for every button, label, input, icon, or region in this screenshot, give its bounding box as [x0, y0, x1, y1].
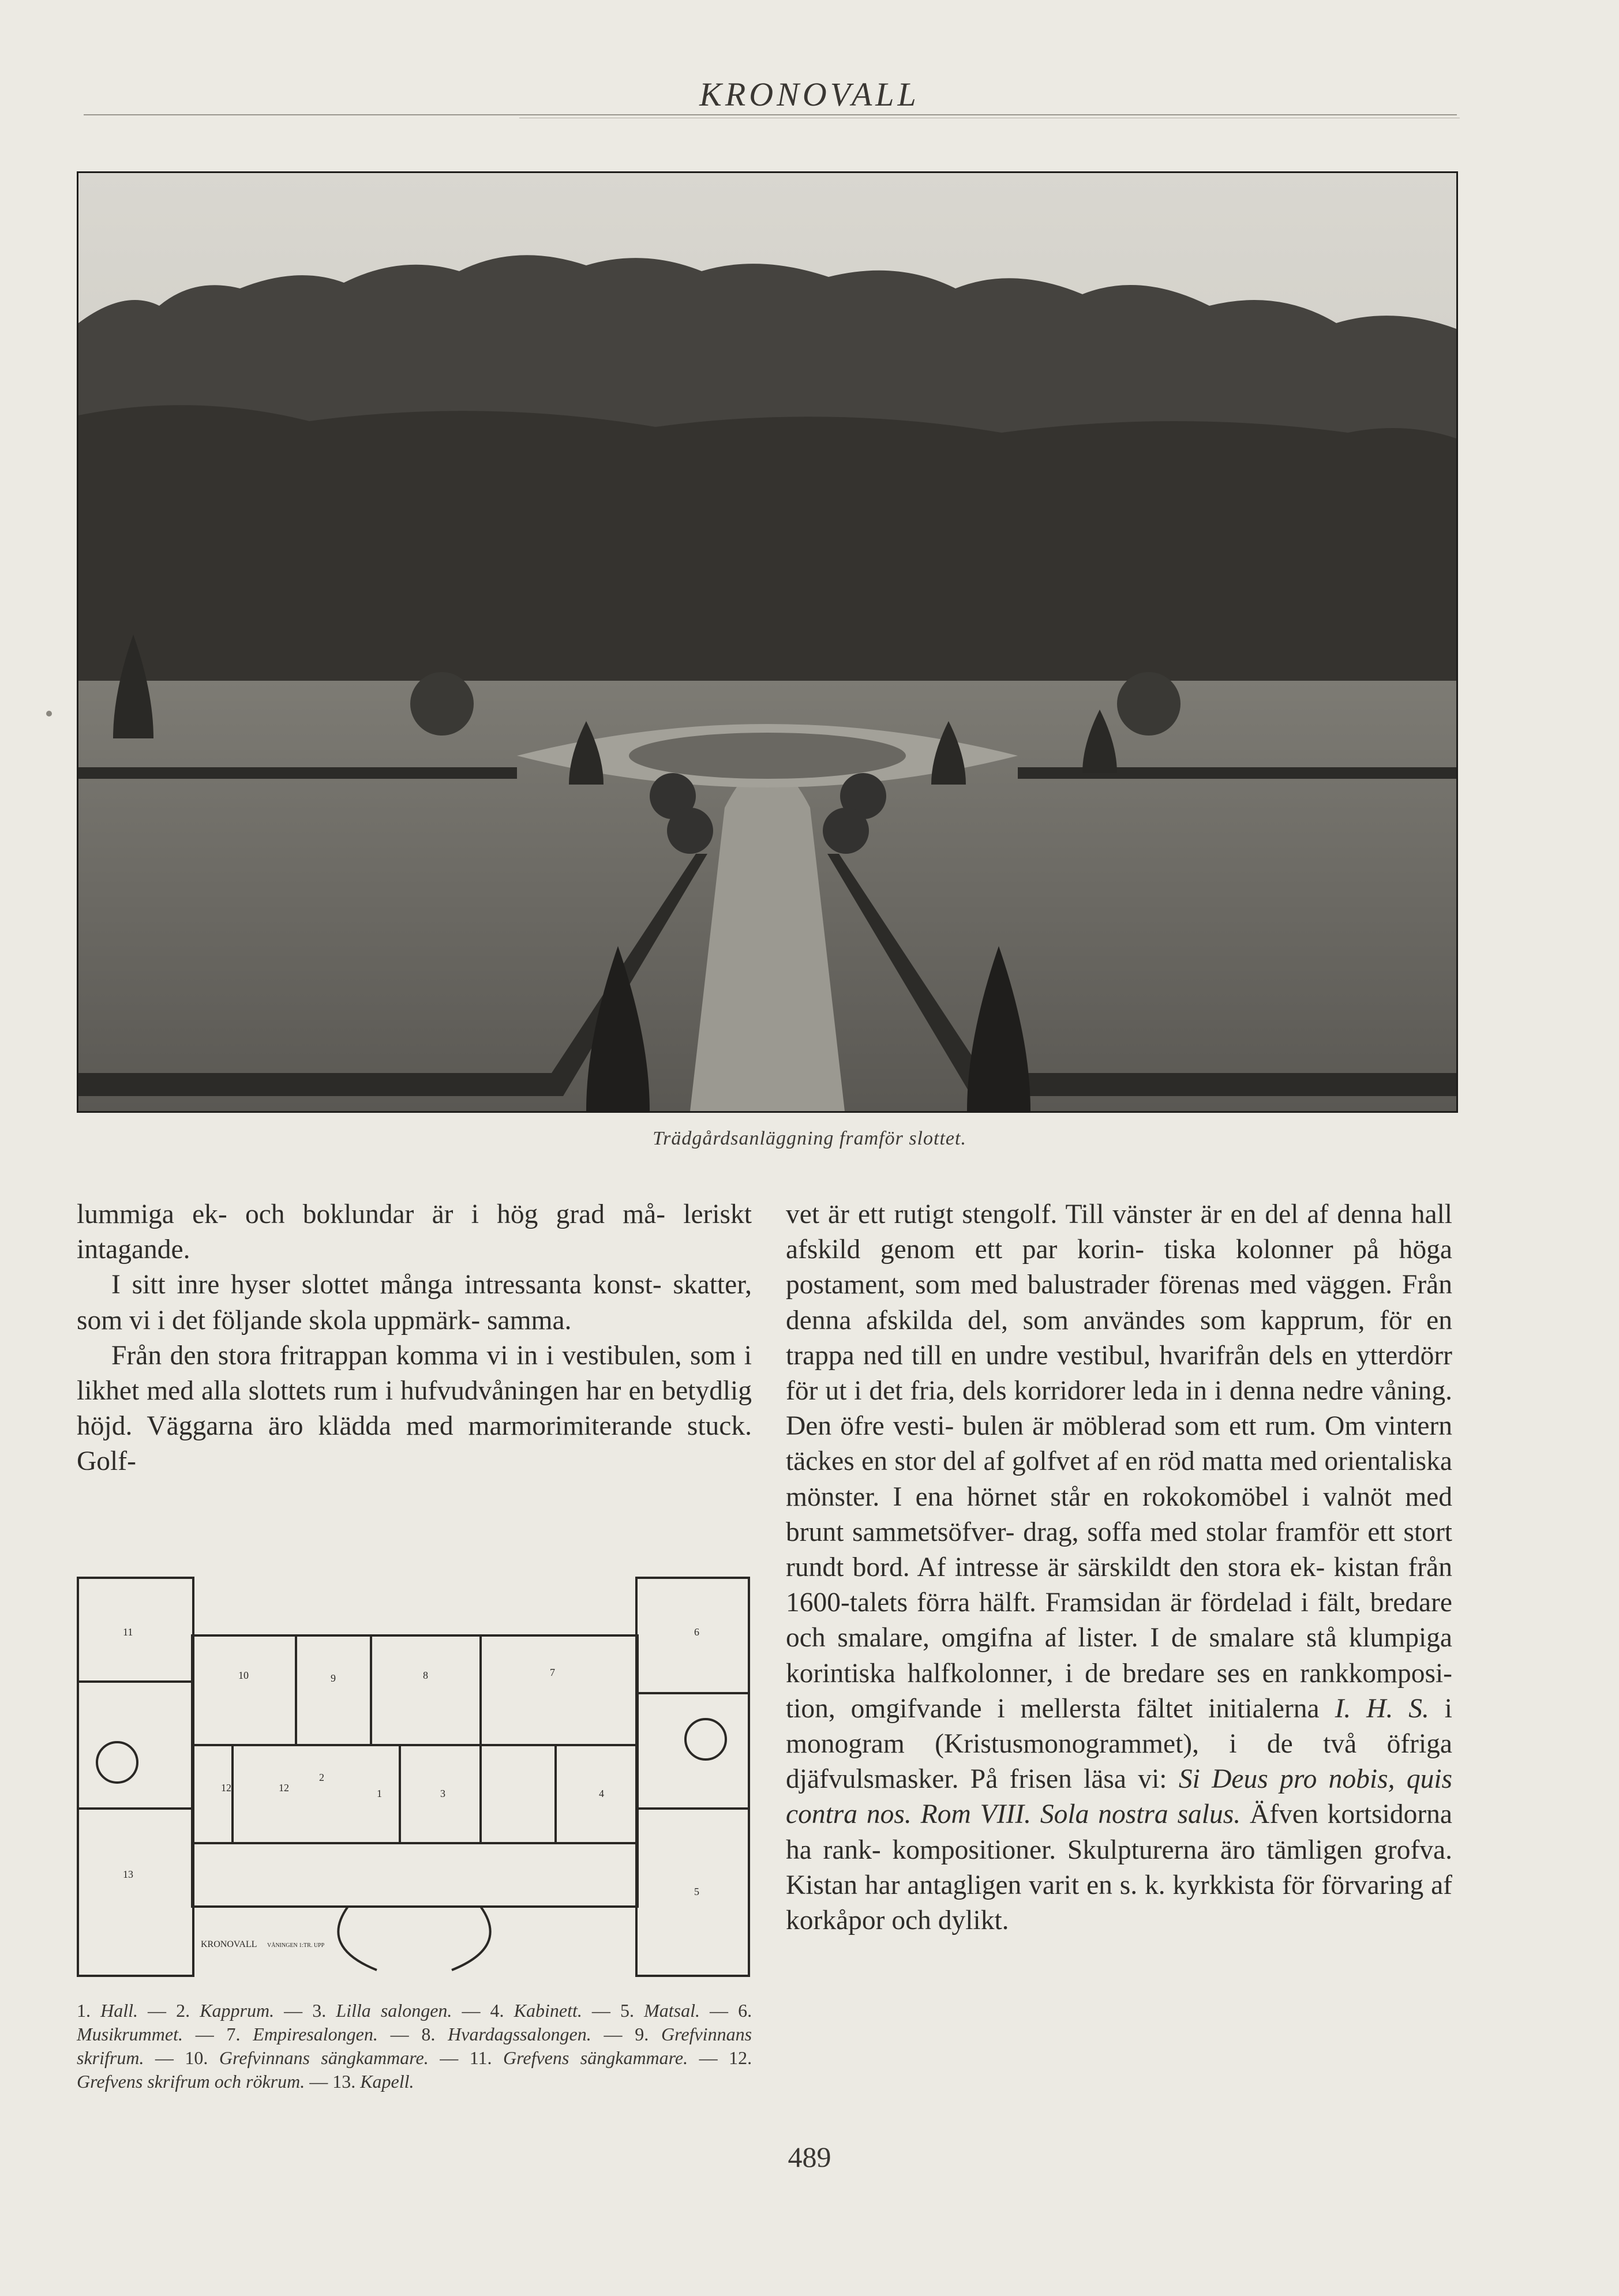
legend-num: 1. [77, 2000, 91, 2021]
legend-num: 9. [635, 2024, 649, 2044]
legend-room: Grefvinnans sängkammare. [219, 2047, 429, 2068]
running-header: KRONOVALL [699, 76, 920, 113]
legend-room: Hvardagssalongen. [448, 2024, 591, 2044]
svg-text:2: 2 [319, 1772, 324, 1783]
legend-room: Kapprum. [200, 2000, 275, 2021]
svg-text:8: 8 [423, 1670, 428, 1681]
legend-num: 12. [729, 2047, 752, 2068]
header-rule [84, 114, 1457, 115]
legend-num: 7. [226, 2024, 241, 2044]
photo-caption: Trädgårdsanläggning framför slottet. [653, 1128, 966, 1149]
legend-room: Grefvens sängkammare. [503, 2047, 688, 2068]
paragraph: Från den stora fritrappan komma vi in i vestibulen, som i likhet med alla slottets rum i hufvudvåningen har en betydlig höjd. Väggarna äro klädda med marmorimiterande stuck. Golf- [77, 1340, 752, 1477]
svg-text:4: 4 [599, 1788, 604, 1799]
svg-text:VÅNINGEN 1:TR. UPP: VÅNINGEN 1:TR. UPP [267, 1942, 325, 1949]
svg-text:6: 6 [694, 1626, 699, 1638]
legend-room: Musikrummet. [77, 2024, 183, 2044]
body-text: i monogram (Kristusmonogrammet), i de två öfriga djäfvulsmasker. På frisen läsa vi: [786, 1693, 1453, 1795]
legend-room: Grefvens skrifrum och rökrum. [77, 2071, 305, 2092]
legend-num: 4. [490, 2000, 504, 2021]
paragraph [786, 1197, 1452, 1938]
legend-room: Kabinett. [514, 2000, 582, 2021]
legend-num: 11. [469, 2047, 492, 2068]
right-text-column [786, 1197, 1452, 1938]
svg-text:7: 7 [550, 1667, 555, 1678]
legend-num: 2. [176, 2000, 190, 2021]
body-text: vet är ett rutigt stengolf. Till vänster är en del af denna hall afskild genom ett par korin- tiska kolonner på höga postament, som med balustrader förenas med väggen. Från denna afskilda del, som användes som kapprum, för en trappa ned till en undre vestibul, hvarifrån dels en ytterdörr för ut i det fria, dels korridorer leda in i denna nedre våning. Den öfre vesti- bulen är möblerad som ett rum. Om vintern täckes en stor del af golfvet af en röd matta med orientaliska mönster. I ena hörnet står en rokokomöbel i valnöt med brunt sammetsöfver- drag, soffa med stolar framför ett stort rundt bord. Af intresse är särskildt den stora ek- kistan från 1600-talets förra hälft. Framsidan är fördelad i fält, bredare och smalare, omgifna af lister. I de smalare stå klumpiga korintiska halfkolonner, i de bredare ses en rankkomposi- tion, omgifvande i mellersta fältet initialerna [786, 1199, 1452, 1724]
svg-text:KRONOVALL: KRONOVALL [201, 1939, 257, 1949]
initials: I. H. S. [1335, 1693, 1429, 1724]
svg-text:12: 12 [221, 1782, 231, 1794]
svg-text:1: 1 [377, 1788, 382, 1799]
legend-num: 13. [332, 2071, 356, 2092]
legend-num: 5. [620, 2000, 634, 2021]
legend-room: Empiresalongen. [253, 2024, 378, 2044]
svg-text:9: 9 [331, 1672, 336, 1684]
legend-room: Hall. [100, 2000, 138, 2021]
svg-text:12: 12 [279, 1782, 289, 1794]
svg-text:5: 5 [694, 1886, 699, 1897]
paragraph: I sitt inre hyser slottet många intressanta konst- skatter, som vi i det följande skola uppmärk- samma. [77, 1270, 752, 1335]
garden-photograph [77, 171, 1458, 1113]
svg-text:3: 3 [440, 1788, 445, 1799]
svg-text:13: 13 [123, 1869, 133, 1880]
page-number: 489 [788, 2141, 831, 2173]
paragraph: lummiga ek- och boklundar är i hög grad må- leriskt intagande. [77, 1199, 752, 1265]
legend-room: Grefvinnans skrifrum. [77, 2024, 752, 2068]
legend-room: Matsal. [644, 2000, 700, 2021]
legend-num: 3. [312, 2000, 327, 2021]
floor-plan-legend: 1. Hall. — 2. Kapprum. — 3. Lilla salongen. — 4. Kabinett. — 5. Matsal. — 6. Musikrummet. — 7. Empiresalongen. — 8. Hvardagssalongen. — 9. Grefvinnans skrifrum. — 10. Grefvinnans sängkammare. — 11. Grefvens sängkammare. — 12. Grefvens skrifrum och rökrum. — 13. Kapell. [77, 2000, 752, 2092]
svg-text:10: 10 [238, 1670, 249, 1681]
legend-num: 10. [185, 2047, 208, 2068]
legend-room: Lilla salongen. [336, 2000, 452, 2021]
body-text: Äfven kortsidorna ha rank- kompositioner. Skulpturerna äro tämligen grofva. Kistan har antagligen varit en s. k. kyrkkista för förvaring af korkåpor och dylikt. [786, 1799, 1452, 1936]
floor-plan [77, 1572, 752, 1979]
left-text-column [77, 1197, 752, 1480]
motto: Si Deus pro nobis, quis contra nos. Rom VIII. Sola nostra salus. [786, 1764, 1452, 1830]
legend-num: 8. [421, 2024, 436, 2044]
legend-num: 6. [738, 2000, 752, 2021]
margin-dot [46, 711, 52, 716]
svg-text:11: 11 [123, 1626, 133, 1638]
legend-room: Kapell. [360, 2071, 414, 2092]
